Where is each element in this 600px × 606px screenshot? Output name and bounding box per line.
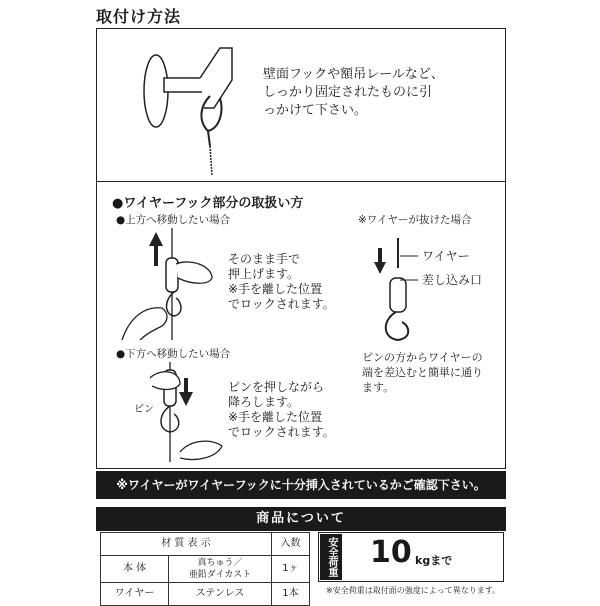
wire-out-label: ※ワイヤーが抜けた場合 [358, 214, 472, 226]
wall-hook-illustration [140, 36, 250, 176]
spec-header-qty: 入数 [271, 533, 309, 556]
up-arrow-icon [149, 232, 163, 246]
load-unit: kgまで [415, 554, 453, 567]
spec-cell: ステンレス [169, 583, 272, 606]
up-label: ●上方へ移動したい場合 [116, 214, 231, 226]
down-arrow-icon [374, 262, 386, 274]
page-title: 取付け方法 [96, 7, 182, 26]
spec-header-material: 材 質 表 示 [101, 533, 272, 556]
load-label: 安全荷重 [320, 534, 342, 580]
pin-label: ピン [134, 404, 154, 415]
spec-cell: 本 体 [101, 556, 169, 583]
wire-out-text: ピンの方からワイヤーの 端を差込むと簡単に通り ます。 [362, 351, 483, 394]
down-label: ●下方へ移動したい場合 [116, 348, 231, 360]
spec-cell: 真ちゅう／ 亜鉛ダイカスト [169, 556, 272, 583]
wire-label: ワイヤー [422, 249, 470, 263]
socket-label: 差し込み口 [422, 273, 483, 287]
callout-lines [398, 250, 420, 284]
spec-table [100, 532, 310, 606]
spec-cell: 1本 [271, 583, 309, 606]
down-arrow-icon [179, 392, 193, 406]
spec-cell: ワイヤー [101, 583, 169, 606]
load-value: 10 [370, 535, 412, 570]
section-heading: ●ワイヤーフック部分の取扱い方 [112, 196, 304, 211]
intro-text: 壁面フックや額吊レールなど、 しっかり固定されたものに引 っかけて下さい。 [263, 67, 444, 118]
push-up-illustration [116, 228, 221, 340]
product-heading: 商品について [96, 507, 506, 531]
load-note: ※安全荷重は取付面の強度によって異なります。 [326, 586, 501, 595]
check-notice: ※ワイヤーがワイヤーフックに十分挿入されているかご確認下さい。 [96, 471, 506, 499]
spec-cell: 1ヶ [271, 556, 309, 583]
panel-divider [96, 181, 506, 182]
down-text: ピンを押しながら 降ろします。 ※手を離した位置 でロックされます。 [228, 380, 335, 439]
up-text: そのまま手で 押上げます。 ※手を離した位置 でロックされます。 [228, 252, 335, 311]
